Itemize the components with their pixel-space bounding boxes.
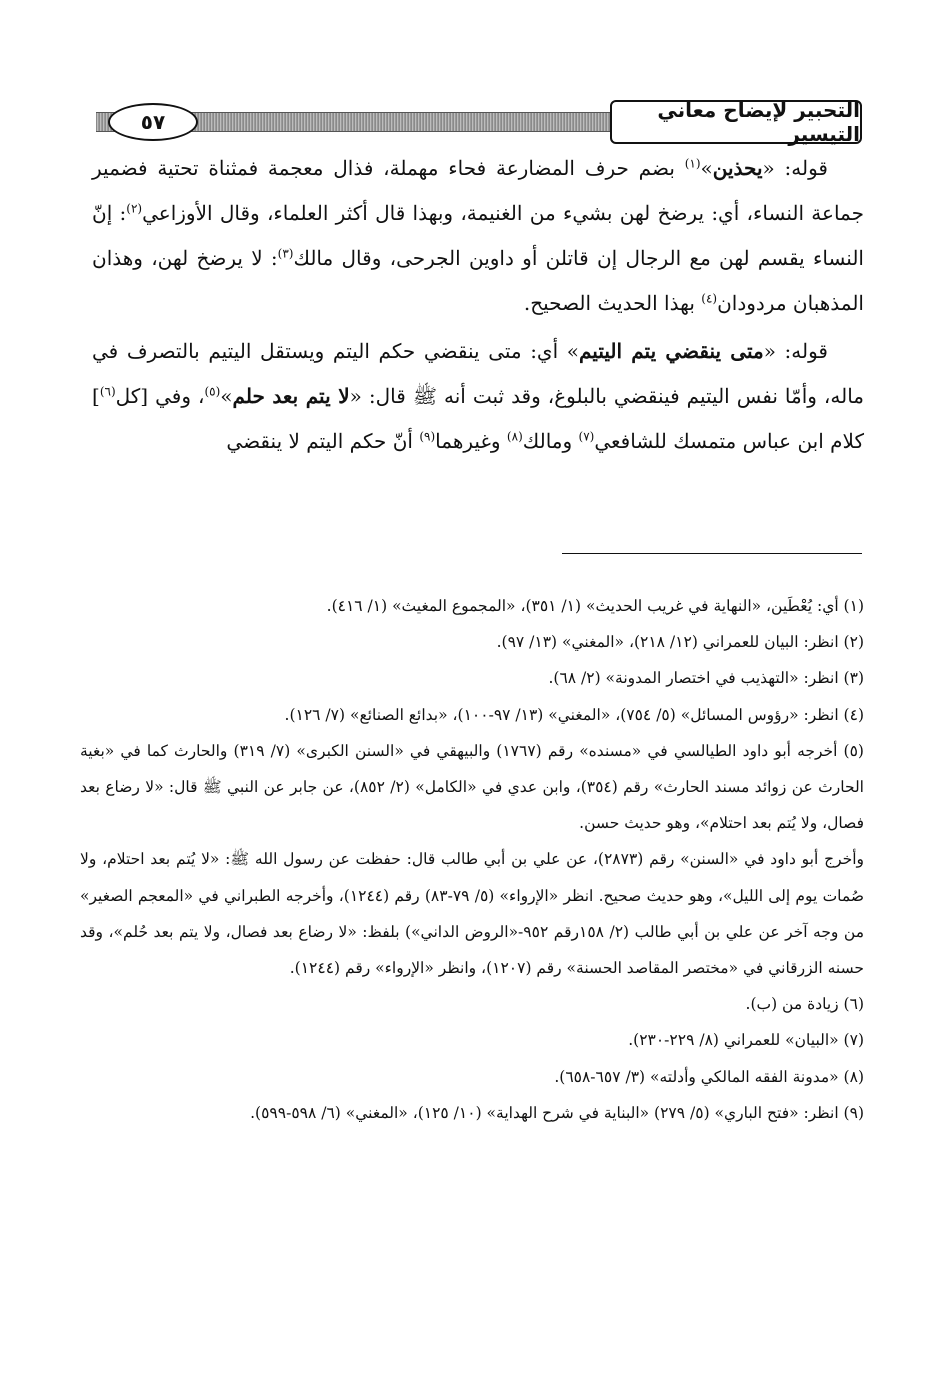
text-run: ] كلام ابن عباس متمسك للشافعي (92, 384, 864, 453)
footnote-6: (٦) زيادة من (ب). (745, 995, 864, 1014)
main-paragraph-2 (92, 329, 864, 464)
main-text (92, 146, 864, 464)
footnote-5: (٥) أخرجه أبو داود الطيالسي في «مسنده» رقم (١٧٦٧) والبيهقي في «السنن الكبرى» (٧/ ٣١٩) والحارث كما في «بغية الحارث عن زوائد مسند الحارث» رقم (٣٥٤)، وابن عدي في «الكامل» (٢/ ٨٥٢)، عن جابر عن النبي ﷺ قال: «لا رضاع بعد فصال، ولا يُتم بعد احتلام»، وهو حديث حسن. (80, 741, 864, 833)
lemma-word: يحذين (712, 156, 763, 180)
footnote-ref-4: (٤) (701, 291, 718, 306)
text-run: ومالك (522, 429, 579, 453)
book-title: التحبير لإيضاح معاني التيسير (610, 100, 862, 144)
footnote-ref-7: (٧) (578, 429, 595, 444)
footnote-ref-6: (٦) (99, 384, 116, 399)
text-run: قوله: « (762, 156, 828, 180)
text-run: : لا يرضخ لهن، وهذان المذهبان مردودان (92, 246, 864, 315)
text-run: بضم حرف المضارعة فحاء مهملة، فذال معجمة فمثناة تحتية فضمير جماعة النساء، أي: يرضخ لهن بشيء من الغنيمة، وبهذا قال أكثر العلماء، وقال الأوزاعي (92, 156, 864, 225)
text-run: بهذا الحديث الصحيح. (523, 291, 702, 315)
footnote-2: (٢) انظر: البيان للعمراني (١٢/ ٢١٨)، «المغني» (١٣/ ٩٧). (496, 633, 864, 652)
text-run: : إنّ النساء يقسم لهن مع الرجال إن قاتلن أو داوين الجرحى، وقال مالك (92, 201, 864, 270)
footnote-1: (١) أي: يُعْطَين، «النهاية في غريب الحديث» (١/ ٣٥١)، «المجموع المغيث» (١/ ٤١٦). (326, 597, 864, 615)
footnote-ref-3: (٣) (277, 246, 294, 261)
footnote-ref-1: (١) (684, 156, 701, 171)
footnote-3: (٣) انظر: «التهذيب في اختصار المدونة» (٢/ ٦٨). (548, 669, 864, 688)
page-number: ٥٧ (108, 103, 198, 141)
running-header (96, 100, 862, 144)
text-run: » (700, 156, 713, 180)
text-run: قوله: « (763, 339, 828, 363)
footnote-9: (٩) انظر: «فتح الباري» (٥/ ٢٧٩) «البناية في شرح الهداية» (١٠/ ١٢٥)، «المغني» (٦/ ٥٩٨-٥٩٩). (250, 1103, 864, 1122)
lemma-phrase: متى ينقضي يتم اليتيم (578, 339, 764, 363)
hadith-quote: لا يتم بعد حلم (232, 384, 350, 408)
footnote-ref-9: (٩) (419, 429, 436, 444)
footnote-ref-2: (٢) (126, 201, 143, 216)
footnote-4: (٤) انظر: «رؤوس المسائل» (٥/ ٧٥٤)، «المغني» (١٣/ ٩٧-١٠٠)، «بدائع الصنائع» (٧/ ١٢٦). (284, 705, 864, 724)
text-run: » أي: متى ينقضي حكم اليتم ويستقل اليتيم بالتصرف في ماله، وأمّا نفس اليتيم فينقضي بالبلوغ، وقد ثبت أنه ﷺ قال: « (92, 339, 865, 408)
main-paragraph-1 (92, 146, 864, 326)
footnote-separator (562, 553, 862, 554)
footnote-5-continued: وأخرج أبو داود في «السنن» رقم (٢٨٧٣)، عن علي بن أبي طالب قال: حفظت عن رسول الله ﷺ: «لا يُتم بعد احتلام، ولا صُمات يوم إلى الليل»، وهو حديث صحيح. انظر «الإرواء» (٥/ ٧٩-٨٣) رقم (١٢٤٤)، وأخرجه الطبراني في «المعجم الصغير» من وجه آخر عن علي بن أبي طالب (٢/ ١٥٨رقم ٩٥٢-«الروض الداني») بلفظ: «لا رضاع بعد فصال، ولا يتم بعد حُلم»، وقد حسنه الزرقاني في «مختصر المقاصد الحسنة» رقم (١٢٠٧)، وانظر «الإرواء» رقم (١٢٤٤). (80, 850, 865, 978)
text-run: » (220, 384, 233, 408)
footnote-7: (٧) «البيان» للعمراني (٨/ ٢٢٩-٢٣٠). (628, 1031, 864, 1050)
footnote-ref-5: (٥) (204, 384, 221, 399)
text-run: ، وفي [كل (115, 384, 205, 408)
text-run: أنّ حكم اليتم لا ينقضي (226, 429, 420, 453)
footnote-ref-8: (٨) (506, 429, 523, 444)
footnote-8: (٨) «مدونة الفقه المالكي وأدلته» (٣/ ٦٥٧-٦٥٨). (554, 1067, 864, 1086)
footnotes (80, 588, 864, 1131)
text-run: وغيرهما (435, 429, 507, 453)
